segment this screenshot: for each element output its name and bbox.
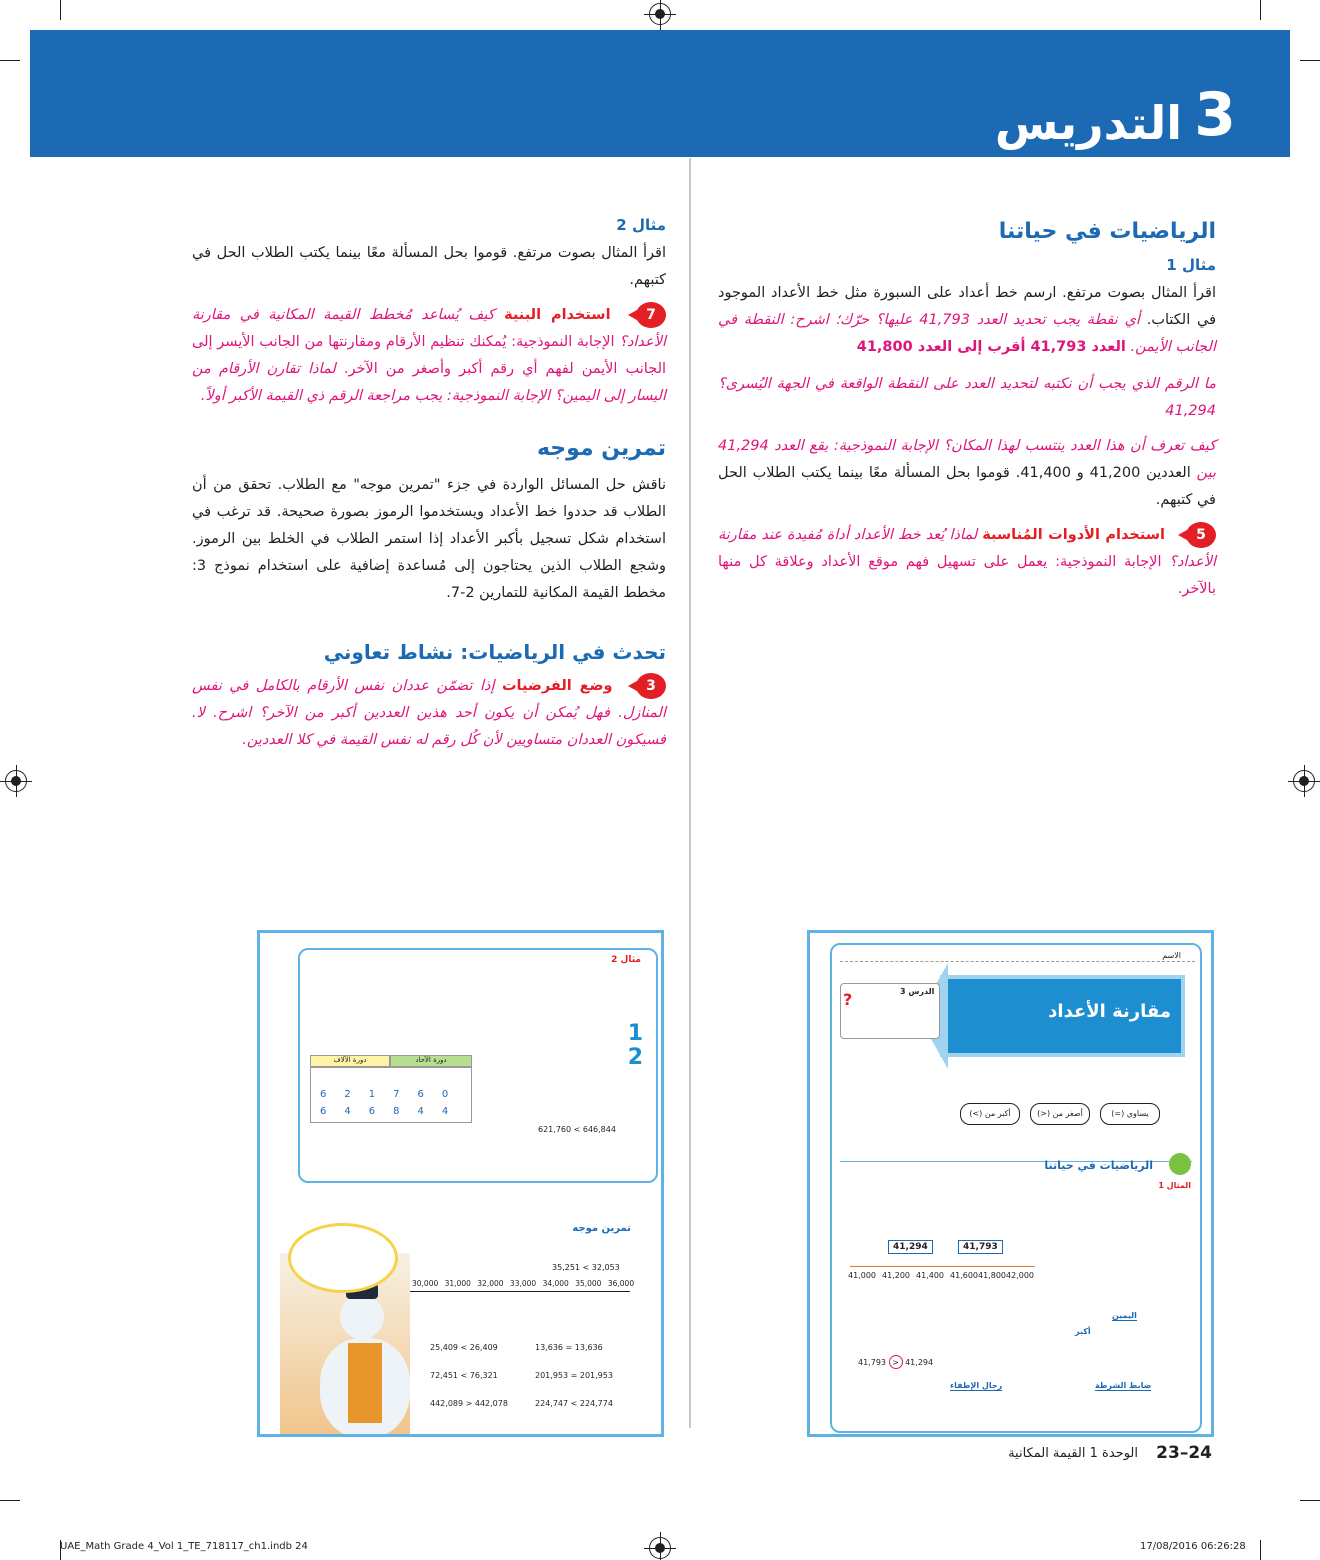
practice-badge: 5 — [1176, 522, 1216, 548]
student-page-thumbnail-left — [257, 930, 664, 1437]
table-header: دورة الآلاف — [310, 1055, 390, 1067]
vocab-greater: أكبر من (>) — [960, 1103, 1020, 1125]
crop-mark — [0, 60, 20, 61]
exercise: 25,409 < 26,409 — [430, 1343, 498, 1352]
section-title: الرياضيات في حياتنا — [1044, 1159, 1153, 1172]
step-number: 2 — [627, 1045, 643, 1070]
tick-label: 42,000 — [1006, 1271, 1034, 1280]
crop-mark — [0, 1500, 20, 1501]
example-label: مثال 2 — [616, 216, 666, 234]
practice-badge: 7 — [626, 302, 666, 328]
step-number: 1 — [627, 1021, 643, 1046]
exercise: 442,089 > 442,078 — [430, 1399, 508, 1408]
crop-mark — [1300, 60, 1320, 61]
answer-word: أكبر — [1075, 1327, 1091, 1336]
lesson-title: مقارنة الأعداد — [1048, 1001, 1171, 1022]
question-text: كيف تعرف أن هذا العدد ينتسب لهذا المكان؟ الإجابة النموذجية: يقع العدد 41,294 بين العددين 41,200 و 41,400. قوموا بحل المسألة معًا بينما يكتب الطلاب الحل في كتبهم. — [718, 438, 1216, 508]
print-date: 17/08/2016 06:26:28 — [1140, 1541, 1246, 1552]
number-box: 41,294 — [888, 1240, 933, 1254]
exercise: 13,636 = 13,636 — [535, 1343, 603, 1352]
table-row: 646844 — [320, 1106, 467, 1117]
registration-mark-icon — [1293, 770, 1315, 792]
registration-mark-icon — [5, 770, 27, 792]
crop-mark — [1300, 1500, 1320, 1501]
unit-label: الوحدة 1 القيمة المكانية — [1008, 1446, 1138, 1461]
answer-word: رجال الإطفاء — [950, 1381, 1003, 1390]
talk-math-title: تحدث في الرياضيات: نشاط تعاوني — [323, 640, 666, 664]
exercise: 72,451 < 76,321 — [430, 1371, 498, 1380]
crop-mark — [1260, 0, 1261, 20]
vocab-equal: يساوي (=) — [1100, 1103, 1160, 1125]
tick-label: 41,600 — [950, 1271, 978, 1280]
math-practice: 5 استخدام الأدوات المُناسبة لماذا يُعد خط الأعداد أداة مُفيدة عند مقارنة الأعداد؟ الإجابة النموذجية: يعمل على تسهيل فهم موقع الأعداد وعلاقة كل منها بالآخر. — [718, 522, 1216, 603]
globe-icon — [1169, 1153, 1191, 1175]
name-label: الاسم — [1162, 951, 1181, 960]
table-header: دورة الآحاد — [390, 1055, 472, 1067]
page-title: التدريس — [994, 96, 1182, 150]
crop-mark — [60, 0, 61, 20]
tick-label: 41,400 — [916, 1271, 944, 1280]
exercise: 201,953 = 201,953 — [535, 1371, 613, 1380]
answer-word: اليمين — [1112, 1311, 1137, 1320]
answer-word: ضابط الشرطة — [1095, 1381, 1152, 1390]
left-column — [192, 210, 666, 754]
tick-label: 41,000 — [848, 1271, 876, 1280]
guided-practice-title: تمرين موجه — [536, 436, 666, 461]
intro-text: اقرأ المثال بصوت مرتفع. قوموا بحل المسألة معًا بينما يكتب الطلاب الحل في كتبهم. — [192, 245, 666, 288]
crop-mark — [1260, 1540, 1261, 1560]
math-practice: 3 وضع الفرضيات إذا تضمّن عددان نفس الأرقام بالكامل في نفس المنازل. فهل يُمكن أن يكون أحد هذين العددين أكبر من الآخر؟ اشرح. لا. فسيكون العددان متساويين لأن كُل رقم له نفس القيمة في كلا العددين. — [192, 673, 666, 754]
example-label: مثال 1 — [1166, 256, 1216, 274]
lesson-badge: الدرس 3 — [900, 987, 935, 996]
math-practice: 7 استخدام البنية كيف يُساعد مُخطط القيمة المكانية في مقارنة الأعداد؟ الإجابة النموذجية: يُمكنك تنظيم الأرقام ومقارنتها من الجانب الأيسر إلى الجانب الأيمن لفهم أي رقم أكبر وأصغر من الآخر. لماذا تقارن الأرقام من اليسار إلى اليمين؟ الإجابة النموذجية: يجب مراجعة الرقم ذي القيمة الأكبر أولاً. — [192, 302, 666, 410]
practice-badge: 3 — [626, 673, 666, 699]
page-number: 23–24 — [1156, 1443, 1212, 1463]
registration-mark-icon — [649, 1537, 671, 1559]
tick-label: 41,800 — [978, 1271, 1006, 1280]
exercise: 35,251 < 32,053 — [552, 1263, 620, 1272]
intro-text: اقرأ المثال بصوت مرتفع. ارسم خط أعداد على السبورة مثل خط الأعداد الموجود في الكتاب. أي نقطة يجب تحديد العدد 41,793 عليها؟ حرّك؛ اشرح: النقطة في الجانب الأيمن. العدد 41,793 أقرب إلى العدد 41,800 — [718, 285, 1217, 355]
question-mark-icon: ? — [843, 990, 853, 1009]
exercise: 224,747 < 224,774 — [535, 1399, 613, 1408]
number-line-ticks: 30,000 31,000 32,000 33,000 34,000 35,000 36,000 — [412, 1279, 635, 1288]
guided-practice-text: ناقش حل المسائل الواردة في جزء "تمرين موجه" مع الطلاب. تحقق من أن الطلاب قد حددوا خط الأعداد ويستخدموا الرموز بصورة صحيحة. قد ترغب في استخدام شكل تسجيل بأكبر الأعداد إذا استمر الطلاب في الخلط بين الرموز. وشجع الطلاب الذين يحتاجون إلى مُساعدة إضافية على استخدام نموذج 3: مخطط القيمة المكانية للتمارين 2-7. — [192, 477, 666, 601]
number-box: 41,793 — [958, 1240, 1003, 1254]
lesson-number: 3 — [1194, 80, 1236, 150]
table-row: 621760 — [320, 1089, 467, 1100]
guided-practice-title: تمرين موجه — [572, 1223, 631, 1234]
file-slug: UAE_Math Grade 4_Vol 1_TE_718117_ch1.indb 24 — [60, 1541, 308, 1552]
example-label: المثال 1 — [1158, 1181, 1191, 1190]
student-page-thumbnail-right — [807, 930, 1214, 1437]
column-divider — [689, 158, 691, 1428]
result-expression: 621,760 < 646,844 — [538, 1125, 616, 1134]
question-text: ما الرقم الذي يجب أن نكتبه لتحديد العدد على النقطة الواقعة في الجهة اليُسرى؟ 41,294 — [718, 376, 1216, 419]
example-label: مثال 2 — [611, 955, 641, 965]
compare-expression: 41,793 > 41,294 — [858, 1355, 933, 1369]
vocab-less: أصغر من (<) — [1030, 1103, 1090, 1125]
section-title: الرياضيات في حياتنا — [998, 219, 1216, 244]
registration-mark-icon — [649, 3, 671, 25]
right-column — [718, 218, 1216, 603]
tick-label: 41,200 — [882, 1271, 910, 1280]
